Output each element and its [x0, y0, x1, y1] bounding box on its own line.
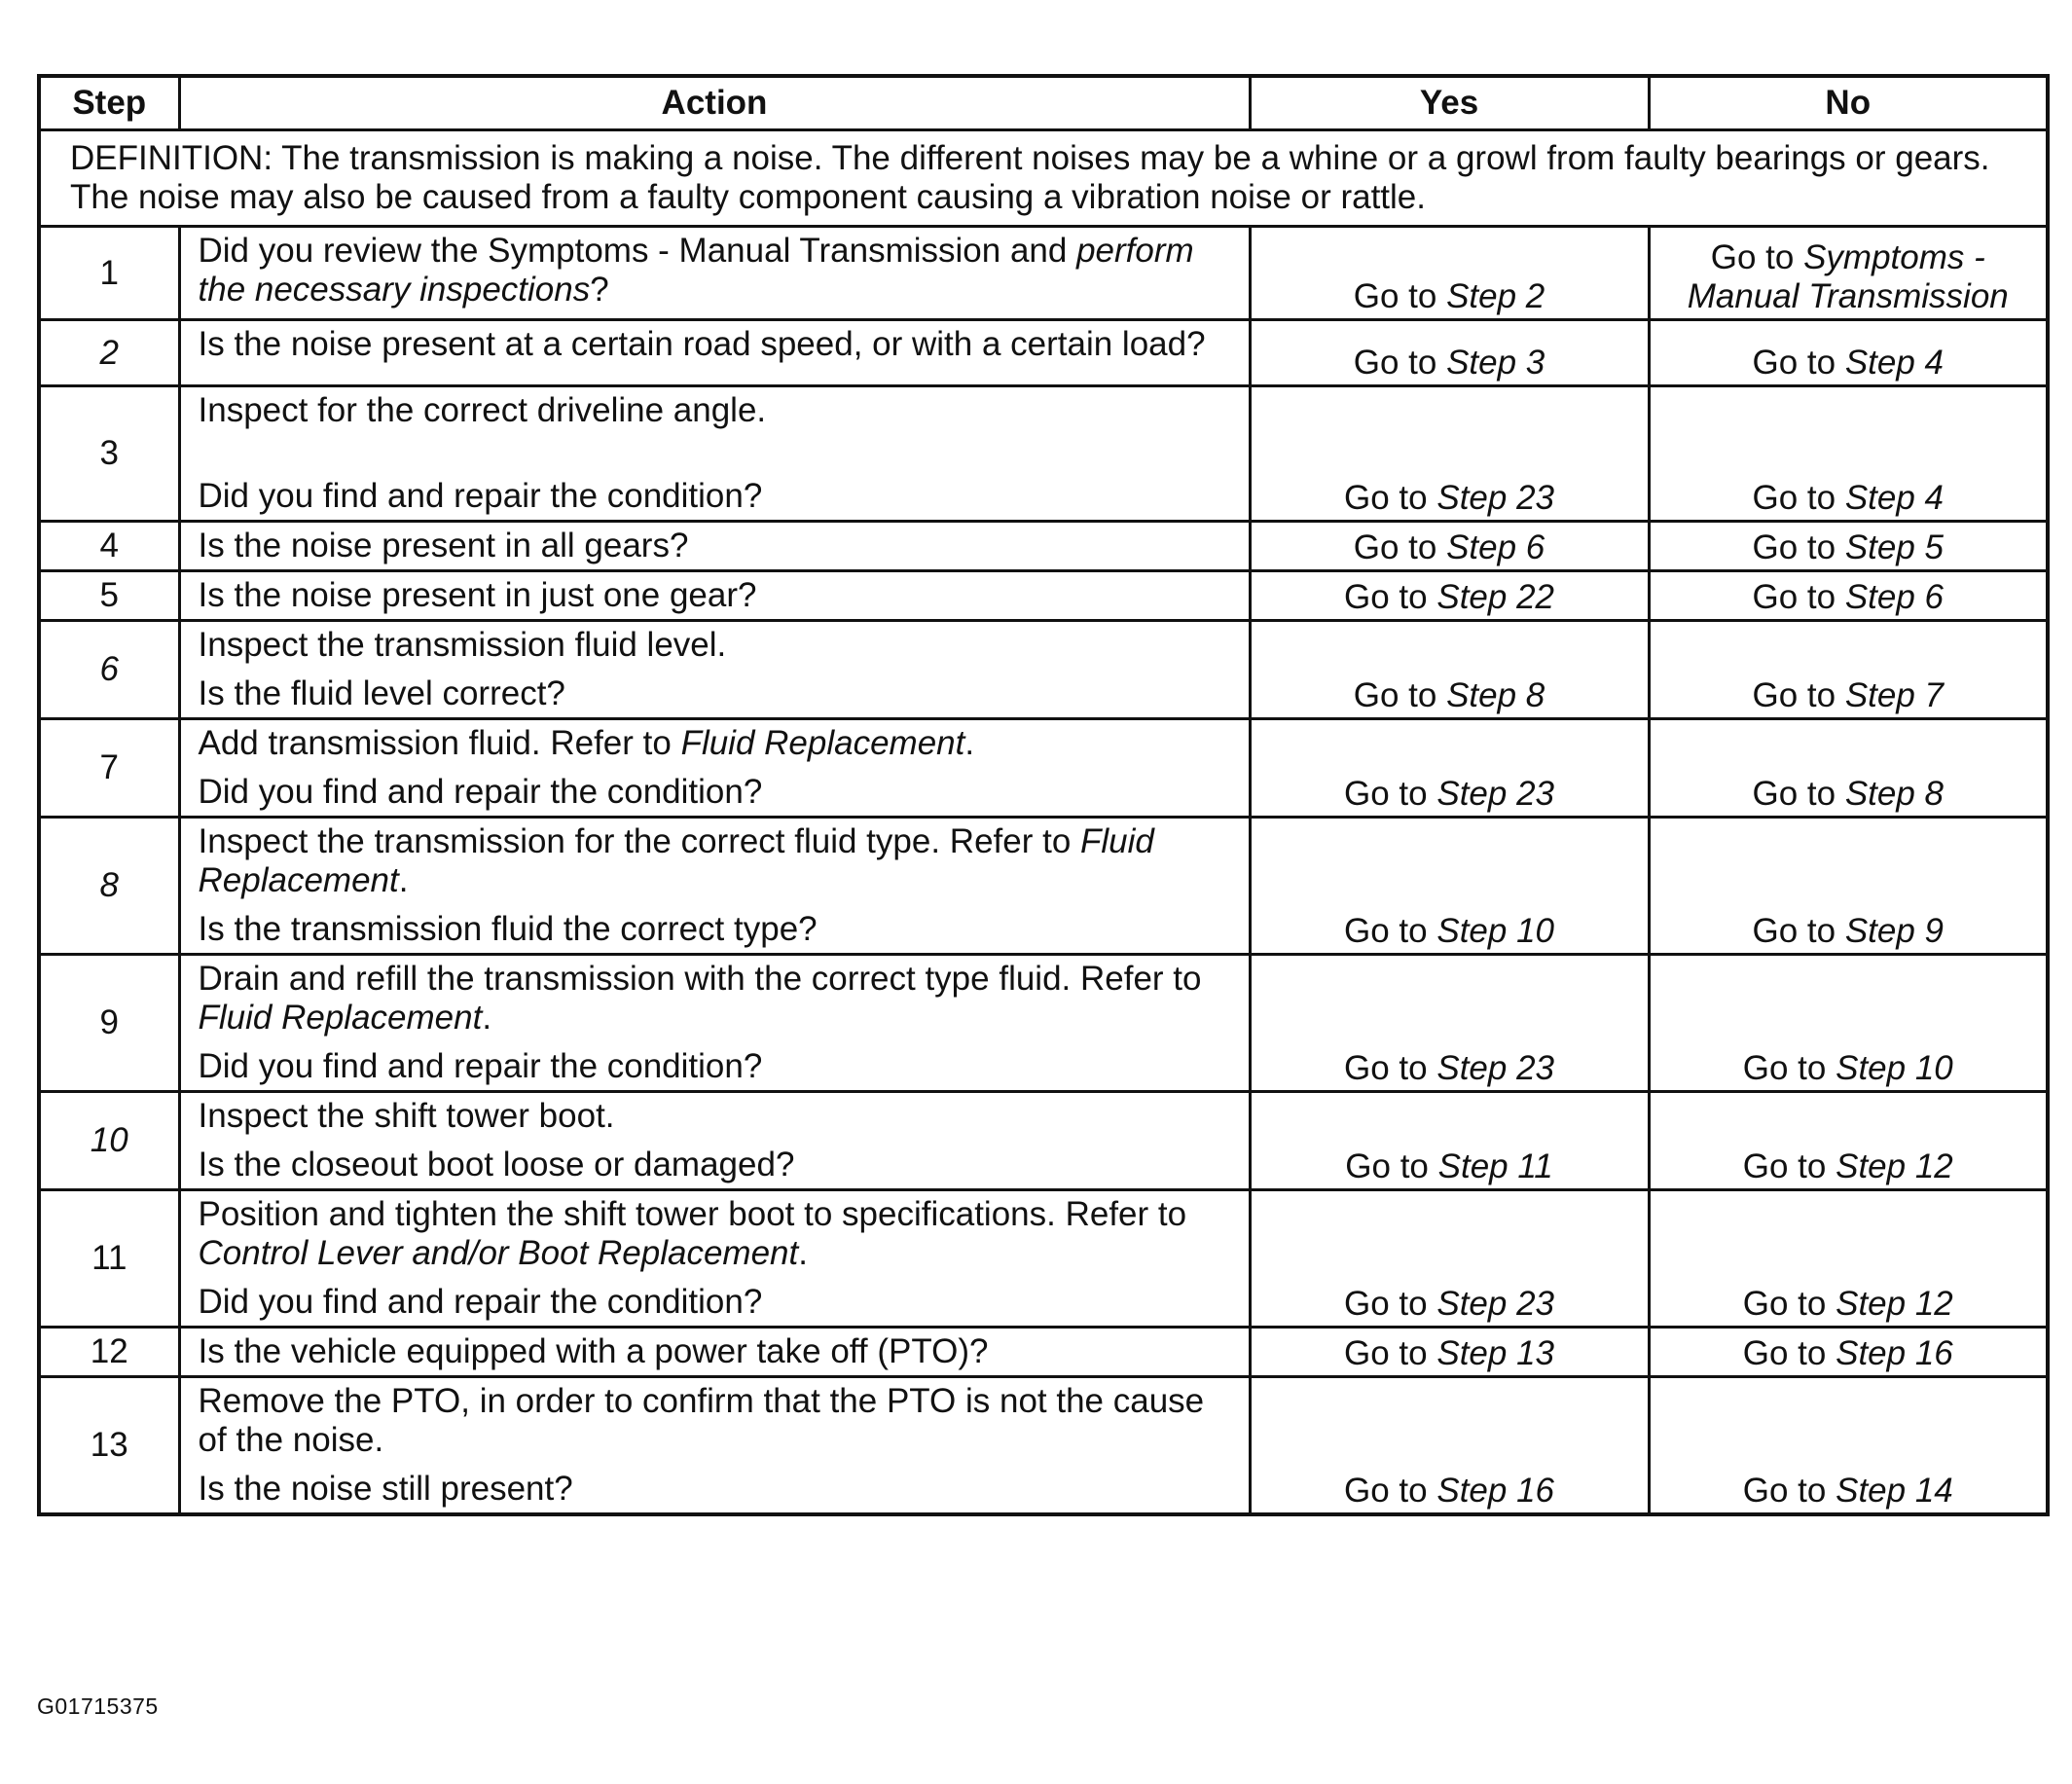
spacer [199, 1136, 1235, 1146]
table-row [39, 571, 2048, 621]
yes-target[interactable]: Step 11 [1437, 1147, 1553, 1185]
table-row [39, 1190, 2048, 1328]
table-row [39, 522, 2048, 571]
action-reference: perform the necessary inspections [198, 232, 1194, 309]
action-cell [179, 522, 1250, 571]
definition-text: DEFINITION: The transmission is making a noise. The different noises may be a whine or a growl from faulty bearings or gears. The noise may also be caused from a faulty component causing a vibration noise or rattle. [39, 130, 2048, 227]
goto-prefix: Go to [1742, 1049, 1827, 1087]
goto-prefix: Go to [1353, 277, 1437, 315]
action-text-end: . [964, 724, 975, 762]
no-target[interactable]: Step 6 [1844, 578, 1945, 616]
action-text [199, 1382, 1235, 1460]
action-text [199, 576, 1235, 615]
action-text-end: . [798, 1234, 808, 1272]
action-cell [179, 386, 1250, 522]
yes-target[interactable]: Step 2 [1446, 277, 1545, 315]
action-question: Is the transmission fluid the correct type? [198, 910, 818, 948]
diagnostic-table [37, 74, 2050, 1516]
spacer [199, 1460, 1235, 1470]
action-text-main: Did you review the Symptoms - Manual Transmission and [198, 232, 1077, 270]
header-step: Step [39, 76, 179, 130]
yes-cell [1250, 621, 1649, 719]
goto-prefix: Go to [1345, 1147, 1429, 1185]
step-number: 6 [39, 621, 179, 719]
no-target[interactable]: Step 9 [1844, 912, 1945, 950]
spacer [199, 1273, 1235, 1283]
goto-prefix: Go to [1752, 578, 1836, 616]
goto-prefix: Go to [1344, 775, 1428, 813]
no-cell [1649, 522, 2048, 571]
action-reference: Control Lever and/or Boot Replacement [198, 1234, 799, 1272]
yes-target[interactable]: Step 23 [1436, 1285, 1554, 1323]
action-cell [179, 818, 1250, 955]
action-question: Did you find and repair the condition? [198, 1047, 763, 1085]
goto-prefix: Go to [1710, 238, 1795, 276]
yes-cell [1250, 1328, 1649, 1377]
yes-target[interactable]: Step 8 [1446, 676, 1545, 714]
yes-target[interactable]: Step 16 [1436, 1472, 1554, 1510]
action-text-main: Add transmission fluid. Refer to [198, 724, 681, 762]
goto-prefix: Go to [1742, 1147, 1827, 1185]
action-question: Did you find and repair the condition? [198, 1283, 763, 1321]
action-text-main: Drain and refill the transmission with the correct type fluid. Refer to [198, 960, 1202, 998]
goto-prefix: Go to [1344, 578, 1428, 616]
yes-target[interactable]: Step 3 [1446, 344, 1545, 382]
no-target[interactable]: Step 4 [1844, 479, 1945, 517]
action-reference: Fluid Replacement [198, 822, 1154, 899]
no-cell [1649, 818, 2048, 955]
goto-prefix: Go to [1742, 1472, 1827, 1510]
no-target[interactable]: Step 10 [1836, 1049, 1953, 1087]
goto-prefix: Go to [1344, 1472, 1428, 1510]
yes-target[interactable]: Step 23 [1436, 1049, 1554, 1087]
header-yes: Yes [1250, 76, 1649, 130]
step-number: 11 [39, 1190, 179, 1328]
action-cell [179, 227, 1250, 320]
goto-prefix: Go to [1752, 479, 1836, 517]
yes-cell [1250, 571, 1649, 621]
spacer [199, 665, 1235, 674]
step-number: 9 [39, 955, 179, 1092]
no-cell [1649, 386, 2048, 522]
step-number: 7 [39, 719, 179, 818]
goto-prefix: Go to [1344, 1049, 1428, 1087]
no-target[interactable]: Step 16 [1836, 1334, 1953, 1372]
step-number: 8 [39, 818, 179, 955]
step-number: 4 [39, 522, 179, 571]
no-target[interactable]: Step 7 [1844, 676, 1945, 714]
no-target[interactable]: Step 5 [1844, 528, 1945, 566]
action-cell [179, 621, 1250, 719]
action-text-main: Is the vehicle equipped with a power take off (PTO)? [198, 1332, 989, 1370]
no-cell [1649, 955, 2048, 1092]
action-cell [179, 955, 1250, 1092]
action-cell [179, 1190, 1250, 1328]
step-number: 10 [39, 1092, 179, 1190]
action-text [199, 527, 1235, 565]
yes-cell [1250, 1092, 1649, 1190]
step-number: 1 [39, 227, 179, 320]
yes-cell [1250, 386, 1649, 522]
no-target[interactable]: Step 14 [1836, 1472, 1953, 1510]
no-cell [1649, 1092, 2048, 1190]
no-cell [1649, 571, 2048, 621]
action-text [199, 1195, 1235, 1273]
action-text-main: Is the noise present at a certain road speed, or with a certain load? [198, 325, 1206, 363]
step-number: 13 [39, 1377, 179, 1515]
action-cell [179, 320, 1250, 386]
no-target[interactable]: Step 8 [1844, 775, 1945, 813]
action-cell [179, 1328, 1250, 1377]
goto-prefix: Go to [1353, 344, 1437, 382]
spacer [199, 1038, 1235, 1047]
spacer [199, 900, 1235, 910]
no-cell [1649, 227, 2048, 320]
table-row [39, 227, 2048, 320]
goto-prefix: Go to [1752, 528, 1836, 566]
header-row [39, 76, 2048, 130]
action-text [199, 1332, 1235, 1371]
no-target[interactable]: Symptoms - Manual Transmission [1687, 238, 2009, 315]
goto-prefix: Go to [1742, 1285, 1827, 1323]
spacer [199, 430, 1235, 477]
figure-code: G01715375 [37, 1693, 159, 1719]
goto-prefix: Go to [1344, 1285, 1428, 1323]
table-row [39, 955, 2048, 1092]
goto-prefix: Go to [1742, 1334, 1827, 1372]
action-question: Did you find and repair the condition? [198, 773, 763, 811]
goto-prefix: Go to [1752, 676, 1836, 714]
action-text [199, 960, 1235, 1038]
no-cell [1649, 621, 2048, 719]
header-no: No [1649, 76, 2048, 130]
action-text-main: Remove the PTO, in order to confirm that the PTO is not the cause of the noise. [198, 1382, 1205, 1459]
no-cell [1649, 320, 2048, 386]
action-text [199, 325, 1235, 364]
action-text-main: Position and tighten the shift tower boot to specifications. Refer to [198, 1195, 1187, 1233]
action-text-main: Inspect the shift tower boot. [198, 1097, 615, 1135]
table-row [39, 1092, 2048, 1190]
yes-cell [1250, 1190, 1649, 1328]
yes-cell [1250, 227, 1649, 320]
yes-target[interactable]: Step 10 [1436, 912, 1554, 950]
step-number: 5 [39, 571, 179, 621]
no-cell [1649, 1190, 2048, 1328]
action-cell [179, 1377, 1250, 1515]
step-number: 2 [39, 320, 179, 386]
action-reference: Fluid Replacement [198, 999, 483, 1037]
no-target[interactable]: Step 4 [1844, 344, 1945, 382]
action-text-main: Inspect for the correct driveline angle. [198, 391, 767, 429]
action-text-end: . [398, 861, 409, 899]
action-reference: Fluid Replacement [680, 724, 965, 762]
goto-prefix: Go to [1353, 528, 1437, 566]
yes-cell [1250, 1377, 1649, 1515]
table-row [39, 719, 2048, 818]
yes-cell [1250, 818, 1649, 955]
spacer [199, 763, 1235, 773]
action-question: Is the fluid level correct? [198, 674, 565, 712]
definition-row [39, 130, 2048, 227]
table-row [39, 621, 2048, 719]
table-row [39, 1328, 2048, 1377]
action-text-main: Is the noise present in just one gear? [198, 576, 757, 614]
action-text [199, 822, 1235, 900]
table-row [39, 320, 2048, 386]
header-action: Action [179, 76, 1250, 130]
goto-prefix: Go to [1752, 912, 1836, 950]
goto-prefix: Go to [1344, 479, 1428, 517]
action-cell [179, 1092, 1250, 1190]
action-cell [179, 571, 1250, 621]
no-cell [1649, 1377, 2048, 1515]
action-text-main: Is the noise present in all gears? [198, 527, 689, 564]
action-text [199, 232, 1235, 309]
no-target[interactable]: Step 12 [1836, 1147, 1953, 1185]
goto-prefix: Go to [1752, 775, 1836, 813]
action-text-end: ? [590, 271, 609, 309]
action-cell [179, 719, 1250, 818]
step-number: 3 [39, 386, 179, 522]
action-question: Is the closeout boot loose or damaged? [198, 1146, 795, 1183]
step-number: 12 [39, 1328, 179, 1377]
table-row [39, 818, 2048, 955]
action-question: Did you find and repair the condition? [198, 477, 763, 515]
yes-target[interactable]: Step 6 [1446, 528, 1545, 566]
no-cell [1649, 719, 2048, 818]
action-text-end: . [482, 999, 492, 1037]
yes-target[interactable]: Step 23 [1436, 479, 1554, 517]
no-cell [1649, 1328, 2048, 1377]
action-text [199, 1097, 1235, 1136]
yes-target[interactable]: Step 22 [1436, 578, 1554, 616]
goto-prefix: Go to [1752, 344, 1836, 382]
goto-prefix: Go to [1344, 1334, 1428, 1372]
table-row [39, 1377, 2048, 1515]
yes-cell [1250, 719, 1649, 818]
yes-target[interactable]: Step 23 [1436, 775, 1554, 813]
yes-cell [1250, 522, 1649, 571]
table-row [39, 386, 2048, 522]
yes-target[interactable]: Step 13 [1436, 1334, 1554, 1372]
no-target[interactable]: Step 12 [1836, 1285, 1953, 1323]
action-question: Is the noise still present? [198, 1470, 573, 1508]
action-text [199, 724, 1235, 763]
yes-cell [1250, 320, 1649, 386]
action-text [199, 391, 1235, 430]
action-text-main: Inspect the transmission fluid level. [198, 626, 727, 664]
goto-prefix: Go to [1353, 676, 1437, 714]
goto-prefix: Go to [1344, 912, 1428, 950]
action-text [199, 626, 1235, 665]
yes-cell [1250, 955, 1649, 1092]
action-text-main: Inspect the transmission for the correct fluid type. Refer to [198, 822, 1081, 860]
